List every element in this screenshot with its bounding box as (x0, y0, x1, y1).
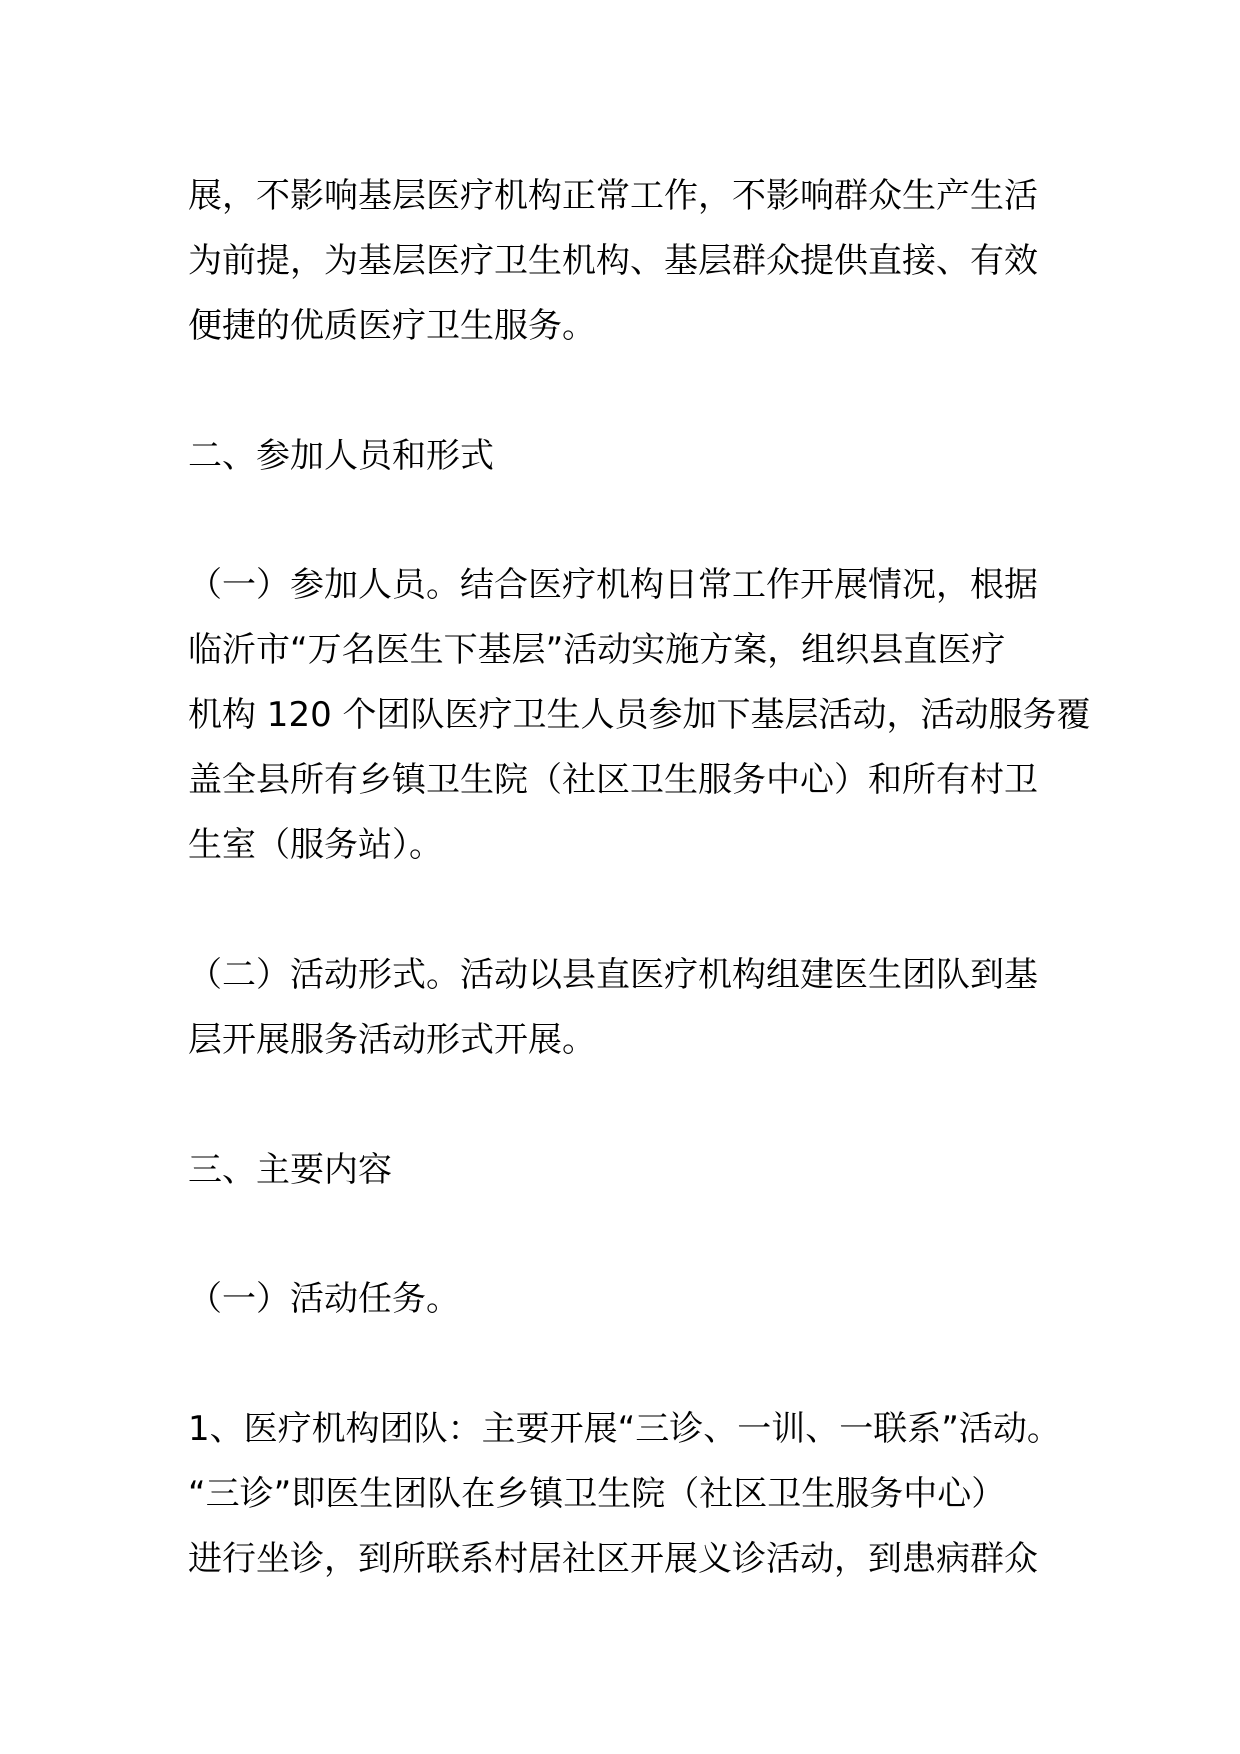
heading-text: 二、参加人员和形式 (188, 436, 494, 476)
text-line: 1、医疗机构团队：主要开展“三诊、一训、一联系”活动。 (188, 1409, 1061, 1449)
paragraph-activity-form (188, 943, 1058, 1073)
text-line: 为前提，为基层医疗卫生机构、基层群众提供直接、有效 (188, 241, 1038, 281)
paragraph-medical-team-tasks (188, 1397, 1061, 1592)
text-line: 进行坐诊，到所联系村居社区开展义诊活动，到患病群众 (188, 1539, 1038, 1579)
subheading-activity-tasks (188, 1267, 1058, 1332)
heading-text: 三、主要内容 (188, 1150, 392, 1190)
paragraph-service-premise (188, 164, 1058, 359)
text-line: 层开展服务活动形式开展。 (188, 1020, 596, 1060)
text-line: 生室（服务站）。 (188, 825, 443, 865)
paragraph-participants (188, 553, 1091, 878)
text-line: 展，不影响基层医疗机构正常工作，不影响群众生产生活 (188, 176, 1038, 216)
text-line: （一）参加人员。结合医疗机构日常工作开展情况，根据 (188, 565, 1038, 605)
text-line: “三诊”即医生团队在乡镇卫生院（社区卫生服务中心） (188, 1474, 1006, 1514)
section-heading-main-content (188, 1138, 1058, 1203)
text-line: （二）活动形式。活动以县直医疗机构组建医生团队到基 (188, 955, 1038, 995)
text-line: 机构 120 个团队医疗卫生人员参加下基层活动，活动服务覆 (188, 695, 1091, 735)
section-heading-participants (188, 424, 1058, 489)
text-line: 盖全县所有乡镇卫生院（社区卫生服务中心）和所有村卫 (188, 760, 1038, 800)
text-line: 临沂市“万名医生下基层”活动实施方案，组织县直医疗 (188, 630, 1006, 670)
subheading-text: （一）活动任务。 (188, 1279, 460, 1319)
text-line: 便捷的优质医疗卫生服务。 (188, 306, 596, 346)
